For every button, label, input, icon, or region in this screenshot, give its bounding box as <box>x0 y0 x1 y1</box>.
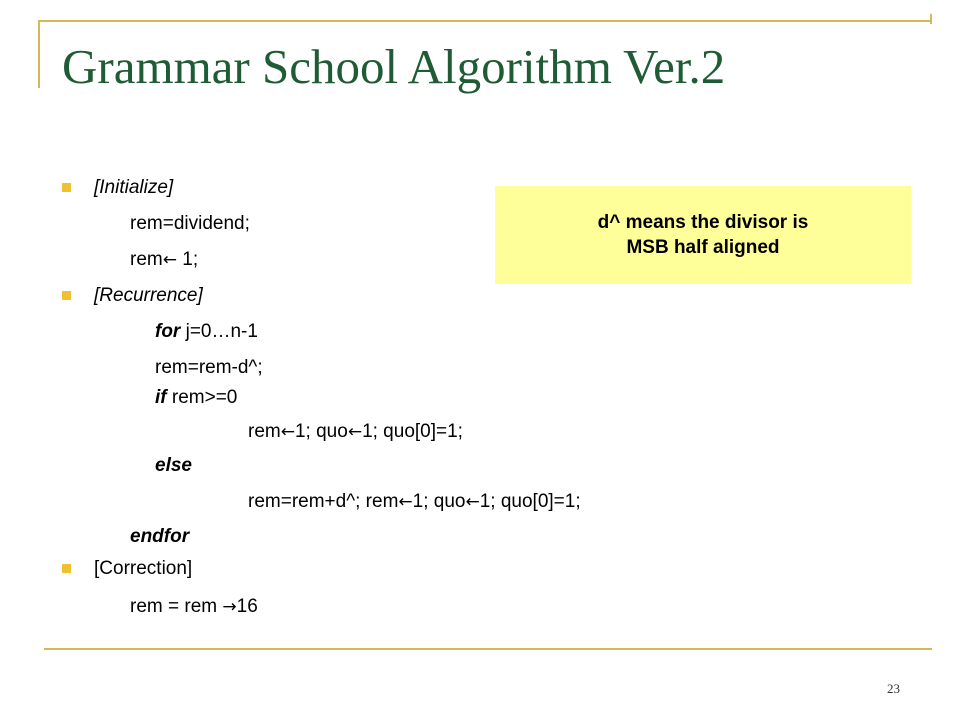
section-initialize: [Initialize] <box>94 177 174 198</box>
note-line-1: d^ means the divisor is <box>597 212 809 233</box>
code-line: rem=rem-d^; <box>155 357 263 378</box>
section-correction: [Correction] <box>94 558 193 579</box>
code-line: rem←1; quo←1; quo[0]=1; <box>248 421 463 442</box>
left-arrow-icon: ← <box>398 492 413 512</box>
note-line-2: MSB half aligned <box>626 237 780 258</box>
slide-title: Grammar School Algorithm Ver.2 <box>62 39 726 94</box>
code-line: rem = rem →16 <box>130 596 258 617</box>
code-line: rem=rem+d^; rem←1; quo←1; quo[0]=1; <box>248 491 581 512</box>
left-arrow-icon: ← <box>280 422 295 442</box>
right-rule <box>930 14 932 24</box>
code-line: rem=dividend; <box>130 213 250 234</box>
code-line: endfor <box>130 526 190 547</box>
code-line: else <box>155 455 192 476</box>
bullet-icon <box>62 564 71 573</box>
code-line: if rem>=0 <box>155 387 238 408</box>
note-callout <box>495 186 911 284</box>
page-number: 23 <box>887 681 900 696</box>
left-arrow-icon: ← <box>465 492 480 512</box>
left-arrow-icon: ← <box>347 422 363 442</box>
top-rule <box>38 20 932 22</box>
code-line: for j=0…n-1 <box>155 321 258 342</box>
right-arrow-icon: → <box>222 597 237 617</box>
bottom-rule <box>44 648 932 650</box>
code-line: rem← 1; <box>130 249 199 270</box>
left-rule <box>38 20 40 88</box>
bullet-icon <box>62 291 71 300</box>
left-arrow-icon: ← <box>162 250 177 270</box>
bullet-icon <box>62 183 71 192</box>
section-recurrence: [Recurrence] <box>94 285 203 306</box>
